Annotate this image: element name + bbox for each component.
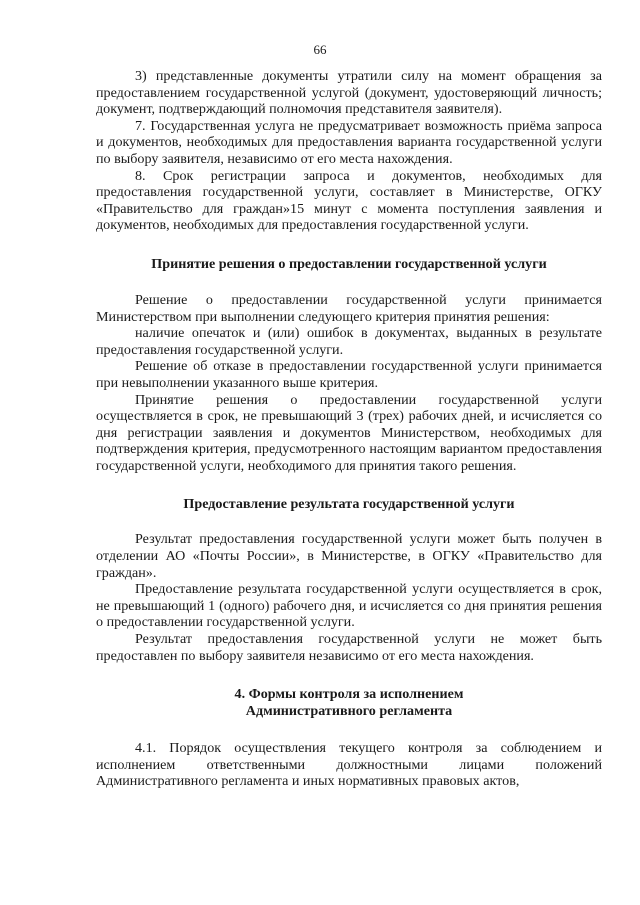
page-number: 66 bbox=[313, 42, 327, 57]
section-heading-control-line-1: 4. Формы контроля за исполнением bbox=[234, 686, 464, 703]
paragraph-refusal: Решение об отказе в предоставлении государственной услуги принимается при невыполнении указанного выше критерия. bbox=[96, 358, 602, 391]
paragraph-registration-time: 8. Срок регистрации запроса и документов, необходимых для предоставления государственной услуги, составляет в Министерстве, ОГКУ «Правительство для граждан»15 минут с момента поступления заявления и документов, необходимых для предоставления государственной услуги. bbox=[96, 167, 602, 234]
section-heading-result: Предоставление результата государственной услуги bbox=[183, 496, 515, 513]
paragraph-criterion-errors: наличие опечаток и (или) ошибок в документах, выданных в результате предоставления государственной услуги. bbox=[96, 325, 602, 358]
paragraph-decision-deadline: Принятие решения о предоставлении государственной услуги осуществляется в срок, не превышающий 3 (трех) рабочих дней, и исчисляется со дня регистрации заявления и документов Министерством, необходимых для подтверждения критерия, предусмотренного настоящим вариантом предоставления государственной услуги, необходимого для принятия такого решения. bbox=[96, 391, 602, 474]
section-heading-control-line-2: Административного регламента bbox=[245, 703, 453, 720]
paragraph-current-control: 4.1. Порядок осуществления текущего контроля за соблюдением и исполнением ответственными должностными лицами положений Административного регламента и иных нормативных правовых актов, bbox=[96, 740, 602, 790]
paragraph-result-deadline: Предоставление результата государственной услуги осуществляется в срок, не превышающий 1 (одного) рабочего дня, и исчисляется со дня принятия решения о предоставлении государственной услуги. bbox=[96, 581, 602, 631]
section-heading-decision: Принятие решения о предоставлении государственной услуги bbox=[151, 255, 547, 272]
paragraph-decision-criterion: Решение о предоставлении государственной услуги принимается Министерством при выполнении следующего критерия принятия решения: bbox=[96, 291, 602, 325]
paragraph-result-channels: Результат предоставления государственной услуги может быть получен в отделении АО «Почты России», в Министерстве, в ОГКУ «Правительство для граждан». bbox=[96, 531, 602, 581]
paragraph-invalid-documents: 3) представленные документы утратили силу на момент обращения за предоставлением государственной услугой (документ, удостоверяющий личность; документ, подтверждающий полномочия представителя заявителя). bbox=[96, 68, 602, 118]
paragraph-result-location: Результат предоставления государственной услуги не может быть предоставлен по выбору заявителя независимо от его места нахождения. bbox=[96, 631, 602, 664]
document-body bbox=[96, 68, 602, 790]
paragraph-no-extraterritorial: 7. Государственная услуга не предусматривает возможность приёма запроса и документов, необходимых для предоставления варианта государственной услуги по выбору заявителя, независимо от его места нахождения. bbox=[96, 117, 602, 167]
